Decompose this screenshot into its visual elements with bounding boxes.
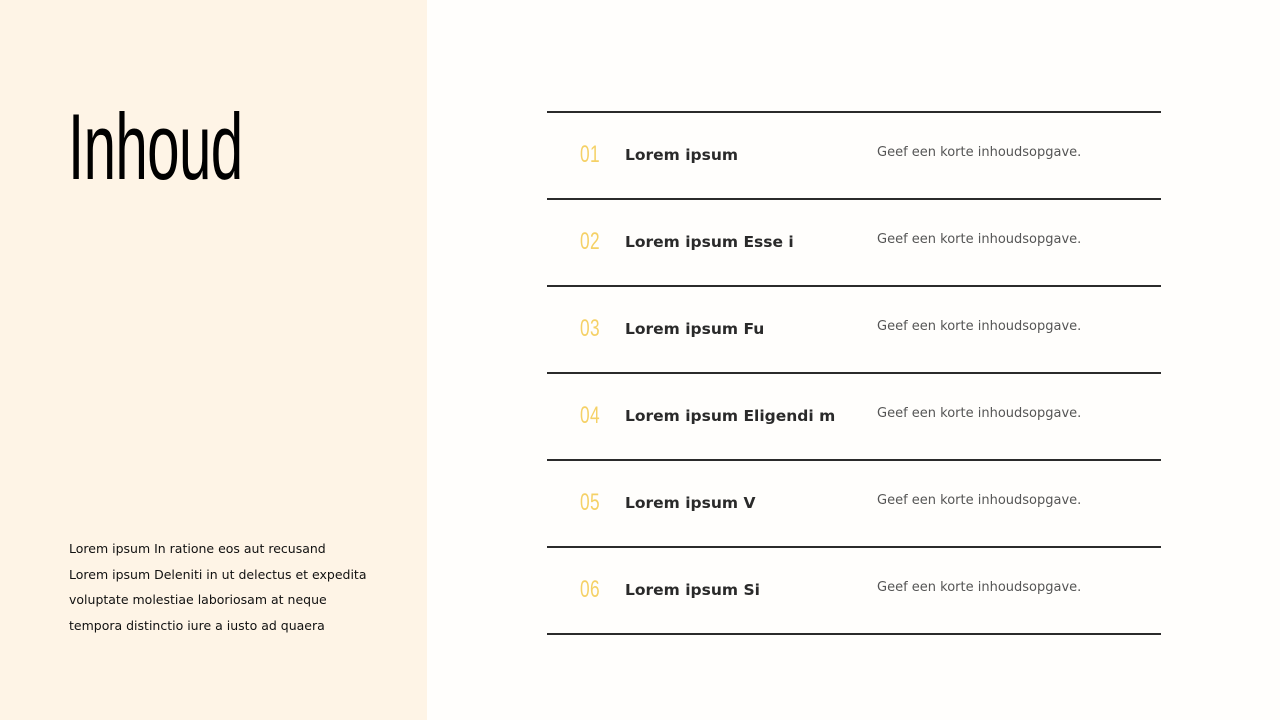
toc-item-01 — [547, 113, 1161, 198]
toc-item-03 — [547, 287, 1161, 372]
toc-item-number: 03 — [580, 315, 600, 342]
page-title: Inhoud — [68, 94, 243, 199]
intro-line: voluptate molestiae laboriosam at neque — [69, 592, 327, 607]
toc-item-description: Geef een korte inhoudsopgave. — [877, 493, 1082, 508]
toc-item-description: Geef een korte inhoudsopgave. — [877, 319, 1082, 334]
intro-line: Lorem ipsum Deleniti in ut delectus et expedita — [69, 566, 367, 582]
toc-item-title: Lorem ipsum Fu — [625, 320, 765, 338]
intro-line: tempora distinctio iure a iusto ad quaera — [69, 617, 325, 633]
divider — [547, 633, 1161, 635]
toc-item-number: 06 — [580, 576, 600, 603]
toc-item-title: Lorem ipsum Si — [625, 581, 760, 599]
toc-item-number: 04 — [580, 402, 600, 429]
toc-item-title: Lorem ipsum — [625, 146, 739, 164]
toc-item-description: Geef een korte inhoudsopgave. — [877, 145, 1082, 160]
toc-item-02 — [547, 200, 1161, 285]
toc-item-number: 05 — [580, 489, 600, 516]
toc-item-description: Geef een korte inhoudsopgave. — [877, 580, 1082, 595]
left-panel — [0, 0, 427, 720]
toc-item-title: Lorem ipsum Eligendi m — [625, 407, 836, 425]
toc-item-description: Geef een korte inhoudsopgave. — [877, 232, 1082, 247]
toc-item-number: 01 — [580, 141, 600, 168]
toc-item-04 — [547, 374, 1161, 459]
toc-item-description: Geef een korte inhoudsopgave. — [877, 406, 1082, 421]
toc-item-06 — [547, 548, 1161, 633]
toc-item-number: 02 — [580, 228, 600, 255]
intro-text — [69, 536, 409, 638]
toc-item-title: Lorem ipsum Esse i — [625, 233, 794, 251]
intro-line: Lorem ipsum In ratione eos aut recusand — [69, 541, 326, 556]
toc-item-05 — [547, 461, 1161, 546]
table-of-contents — [547, 111, 1161, 635]
toc-item-title: Lorem ipsum V — [625, 494, 756, 512]
